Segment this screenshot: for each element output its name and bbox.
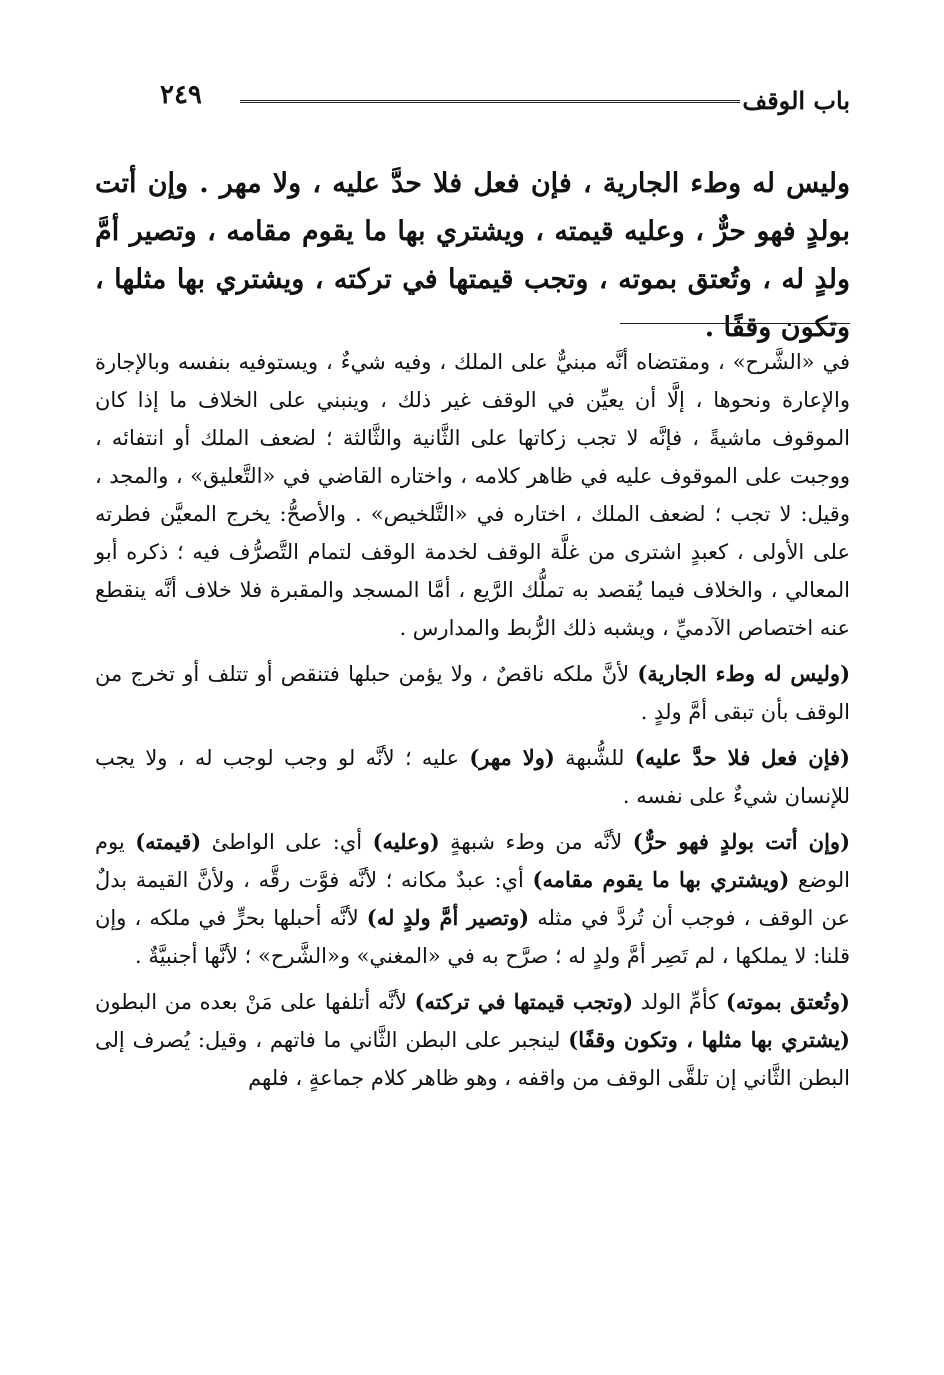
commentary-text: كأمِّ الولد (633, 990, 726, 1014)
quoted-matn: (فإن فعل فلا حدَّ عليه) (634, 745, 850, 770)
quoted-matn: (وعليه) (372, 829, 440, 854)
commentary-paragraph-1: في «الشَّرح» ، ومقتضاه أنَّه مبنيٌّ على الملك ، وفيه شيءٌ ، ويستوفيه بنفسه وبالإجارة والإعارة ونحوها ، إلَّا أن يعيِّن في الوقف غير ذلك ، وينبني على الخلاف ما إذا كان الموقوف ماشيةً ، فإنَّه لا تجب زكاتها على الثَّانية والثَّالثة ؛ لضعف الملك أو انتفائه ، ووجبت على الموقوف عليه في ظاهر كلامه ، واختاره القاضي في «التَّعليق» ، والمجد ، وقيل: لا تجب ؛ لضعف الملك ، اختاره في «التَّلخيص» . والأصحُّ: يخرج المعيَّن فطرته على الأولى ، كعبدٍ اشترى من غلَّة الوقف لخدمة الوقف لتمام التَّصرُّف فيه ؛ ذكره أبو المعالي ، والخلاف فيما يُقصد به تملُّك الرَّيع ، أمَّا المسجد والمقبرة فلا خلاف أنَّه ينقطع عنه اختصاص الآدميِّ ، ويشبه ذلك الرُّبط والمدارس . (95, 350, 851, 640)
commentary-paragraph-2 (95, 655, 850, 731)
commentary-text: يوم الوضع (95, 830, 850, 892)
quoted-matn: (قيمته) (135, 829, 202, 854)
commentary-text: عليه ؛ لأنَّه لو وجب لوجب له ، ولا يجب للإنسان شيءٌ على نفسه . (95, 746, 850, 808)
quoted-matn: (وتُعتق بموته) (725, 989, 850, 1014)
page-number: ٢٤٩ (160, 80, 202, 110)
chapter-title: باب الوقف (742, 86, 850, 115)
commentary-paragraph-5 (95, 983, 850, 1097)
page-header (160, 80, 850, 120)
commentary-paragraph-3 (95, 739, 850, 815)
commentary-text: أي: عبدٌ مكانه ؛ لأنَّه فوَّت رقَّه ، ولأنَّ القيمة بدلٌ عن الوقف ، فوجب أن تُردَّ في مثله (95, 868, 850, 930)
commentary-text: لأنَّه من وطء شبهةٍ (439, 830, 633, 854)
commentary-text: أي: على الواطئ (201, 830, 373, 854)
footnote-separator (620, 323, 850, 324)
commentary (95, 343, 850, 1105)
commentary-text: للشُّبهة (554, 746, 635, 770)
quoted-matn: (ويشتري بها ما يقوم مقامه) (532, 867, 790, 892)
header-rule (240, 100, 740, 106)
main-text: وليس له وطء الجارية ، فإن فعل فلا حدَّ عليه ، ولا مهر . وإن أتت بولدٍ فهو حرٌّ ، وعليه قيمته ، ويشتري بها ما يقوم مقامه ، وتصير أمَّ ولدٍ له ، وتُعتق بموته ، وتجب قيمتها في تركته ، ويشتري بها مثلها ، وتكون وقفًا . (95, 168, 850, 343)
quoted-matn: (وتصير أمَّ ولدٍ له) (366, 905, 530, 930)
commentary-text: لأنَّه أتلفها على مَنْ بعده من البطون (95, 990, 415, 1014)
commentary-text: لأنَّه أحبلها بحرٍّ في ملكه ، وإن قلنا: لا يملكها ، لم تَصِر أمَّ ولدٍ له ؛ صرَّح به في «المغني» و«الشَّرح» ؛ لأنَّها أجنبيَّةٌ . (95, 906, 850, 968)
commentary-text: لأنَّ ملكه ناقصٌ ، ولا يؤمن حبلها فتنقص أو تتلف أو تخرج من الوقف بأن تبقى أمَّ ولدٍ . (95, 662, 850, 724)
quoted-matn: (وإن أتت بولدٍ فهو حرٌّ) (632, 829, 851, 854)
quoted-matn: (وليس له وطء الجارية) (637, 661, 850, 686)
commentary-text: لينجبر على البطن الثَّاني ما فاتهم ، وقيل: يُصرف إلى البطن الثَّاني إن تلقَّى الوقف من واقفه ، وهو ظاهر كلام جماعةٍ ، فلهم (95, 1028, 850, 1090)
quoted-matn: (يشتري بها مثلها ، وتكون وقفًا) (568, 1027, 850, 1052)
quoted-matn: (ولا مهر) (469, 745, 555, 770)
quoted-matn: (وتجب قيمتها في تركته) (414, 989, 634, 1014)
commentary-paragraph-4 (95, 823, 850, 975)
